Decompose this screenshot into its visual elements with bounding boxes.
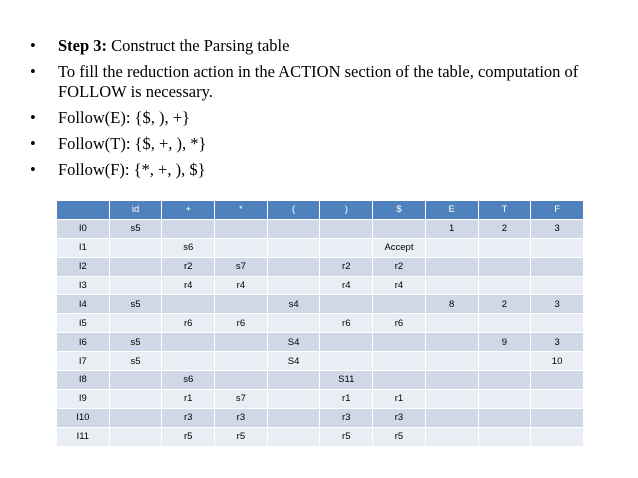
table-cell (215, 352, 268, 371)
table-cell (531, 389, 584, 408)
table-cell (531, 314, 584, 333)
table-cell (109, 276, 162, 295)
table-cell (320, 219, 373, 238)
table-cell: s5 (109, 219, 162, 238)
table-cell: r6 (320, 314, 373, 333)
table-cell (109, 389, 162, 408)
table-cell (531, 276, 584, 295)
table-cell (531, 238, 584, 257)
table-cell (478, 427, 531, 446)
table-cell (531, 257, 584, 276)
table-cell: S4 (267, 352, 320, 371)
table-row (57, 219, 584, 238)
table-cell (478, 238, 531, 257)
table-cell (425, 257, 478, 276)
table-cell (478, 371, 531, 390)
table-cell (215, 371, 268, 390)
bullet-icon: • (30, 134, 36, 153)
bullet-item-follow-f (28, 160, 608, 180)
table-cell: r3 (215, 408, 268, 427)
table-cell: r4 (373, 276, 426, 295)
bullet-text: Follow(F): {*, +, ), $} (58, 160, 206, 179)
state-cell: I11 (57, 427, 110, 446)
table-cell: r5 (215, 427, 268, 446)
table-cell: 2 (478, 219, 531, 238)
table-header-row (57, 201, 584, 220)
table-row (57, 371, 584, 390)
bullet-text: Follow(T): {$, +, ), *} (58, 134, 207, 153)
table-cell (320, 352, 373, 371)
state-cell: I4 (57, 295, 110, 314)
table-cell: 9 (478, 333, 531, 352)
table-cell (215, 238, 268, 257)
table-cell (215, 333, 268, 352)
table-cell (478, 257, 531, 276)
bullet-item-follow-t (28, 134, 608, 154)
table-cell: r3 (162, 408, 215, 427)
table-cell: r1 (373, 389, 426, 408)
bullet-text: Follow(E): {$, ), +} (58, 108, 190, 127)
table-cell (109, 314, 162, 333)
table-cell (320, 295, 373, 314)
table-header-cell: T (478, 201, 531, 220)
table-cell: s4 (267, 295, 320, 314)
table-cell (109, 238, 162, 257)
state-cell: I8 (57, 371, 110, 390)
table-cell (373, 333, 426, 352)
table-cell (425, 389, 478, 408)
table-header-cell: F (531, 201, 584, 220)
table-cell (478, 408, 531, 427)
table-cell: r4 (162, 276, 215, 295)
table-cell: S11 (320, 371, 373, 390)
table-cell (425, 427, 478, 446)
table-cell (267, 427, 320, 446)
table-cell: r4 (320, 276, 373, 295)
table-cell (267, 389, 320, 408)
table-row (57, 276, 584, 295)
table-cell: 1 (425, 219, 478, 238)
table-cell (267, 408, 320, 427)
table-cell: s6 (162, 238, 215, 257)
state-cell: I3 (57, 276, 110, 295)
table-cell (373, 352, 426, 371)
table-row (57, 389, 584, 408)
table-header-cell: ) (320, 201, 373, 220)
table-header-cell (57, 201, 110, 220)
state-cell: I7 (57, 352, 110, 371)
table-cell (425, 371, 478, 390)
table-cell (267, 276, 320, 295)
state-cell: I9 (57, 389, 110, 408)
table-cell: 10 (531, 352, 584, 371)
table-cell: r6 (373, 314, 426, 333)
table-cell: s5 (109, 333, 162, 352)
bullet-icon: • (30, 160, 36, 179)
table-row (57, 238, 584, 257)
table-cell: 3 (531, 295, 584, 314)
table-cell (425, 333, 478, 352)
table-row (57, 333, 584, 352)
table-cell: r2 (320, 257, 373, 276)
table-cell: 3 (531, 333, 584, 352)
table-cell (267, 314, 320, 333)
bullet-icon: • (30, 62, 36, 81)
table-cell (373, 371, 426, 390)
table-row (57, 295, 584, 314)
table-cell: S4 (267, 333, 320, 352)
table-cell (320, 333, 373, 352)
table-cell: r2 (373, 257, 426, 276)
table-cell: r6 (162, 314, 215, 333)
table-cell (425, 238, 478, 257)
table-cell (215, 219, 268, 238)
table-body (57, 219, 584, 446)
table-row (57, 257, 584, 276)
table-cell: r6 (215, 314, 268, 333)
table-cell (425, 352, 478, 371)
table-cell (373, 295, 426, 314)
table-cell: s5 (109, 295, 162, 314)
table-cell (425, 408, 478, 427)
state-cell: I0 (57, 219, 110, 238)
bullet-item-follow-e (28, 108, 608, 128)
table-cell: Accept (373, 238, 426, 257)
bullet-text: To fill the reduction action in the ACTION section of the table, computation of FOLLOW is necessary. (58, 62, 579, 101)
table-cell (478, 276, 531, 295)
table-cell: s5 (109, 352, 162, 371)
table-cell (267, 219, 320, 238)
table-cell (320, 238, 373, 257)
table-header-cell: $ (373, 201, 426, 220)
table-cell: r1 (320, 389, 373, 408)
table-cell: s6 (162, 371, 215, 390)
table-row (57, 314, 584, 333)
table-cell: 8 (425, 295, 478, 314)
table-cell (109, 408, 162, 427)
table-cell (373, 219, 426, 238)
table-cell: r5 (162, 427, 215, 446)
parsing-table (56, 200, 584, 447)
table-cell (162, 295, 215, 314)
table-cell (162, 219, 215, 238)
table-cell (267, 238, 320, 257)
table-cell (109, 257, 162, 276)
table-cell: s7 (215, 389, 268, 408)
bullet-item-step3 (28, 36, 608, 56)
table-cell: r3 (373, 408, 426, 427)
state-cell: I10 (57, 408, 110, 427)
bullet-item-follow-note (28, 62, 608, 102)
table-cell: r3 (320, 408, 373, 427)
table-cell (531, 371, 584, 390)
table-cell: r2 (162, 257, 215, 276)
table-cell: 2 (478, 295, 531, 314)
state-cell: I2 (57, 257, 110, 276)
table-header-cell: E (425, 201, 478, 220)
table-cell: r5 (320, 427, 373, 446)
table-cell (531, 427, 584, 446)
table-row (57, 427, 584, 446)
table-cell (478, 314, 531, 333)
table-cell: r5 (373, 427, 426, 446)
table-header-cell: ( (267, 201, 320, 220)
bullet-bold-label: Step 3: (58, 36, 108, 55)
table-cell (267, 371, 320, 390)
table-header-cell: + (162, 201, 215, 220)
table-cell (267, 257, 320, 276)
table-cell (109, 427, 162, 446)
table-row (57, 408, 584, 427)
table-cell: r1 (162, 389, 215, 408)
state-cell: I1 (57, 238, 110, 257)
bullet-icon: • (30, 108, 36, 127)
table-cell (478, 389, 531, 408)
table-cell: 3 (531, 219, 584, 238)
bullet-icon: • (30, 36, 36, 55)
table-cell (162, 352, 215, 371)
table-cell (215, 295, 268, 314)
table-cell (531, 408, 584, 427)
table-header-cell: * (215, 201, 268, 220)
table-cell (162, 333, 215, 352)
bullet-text: Construct the Parsing table (107, 36, 290, 55)
table-cell (109, 371, 162, 390)
table-cell (425, 276, 478, 295)
table-row (57, 352, 584, 371)
table-cell: s7 (215, 257, 268, 276)
state-cell: I5 (57, 314, 110, 333)
bullet-list (28, 36, 608, 186)
table-cell (425, 314, 478, 333)
table-header-cell: id (109, 201, 162, 220)
state-cell: I6 (57, 333, 110, 352)
table-cell: r4 (215, 276, 268, 295)
table-cell (478, 352, 531, 371)
